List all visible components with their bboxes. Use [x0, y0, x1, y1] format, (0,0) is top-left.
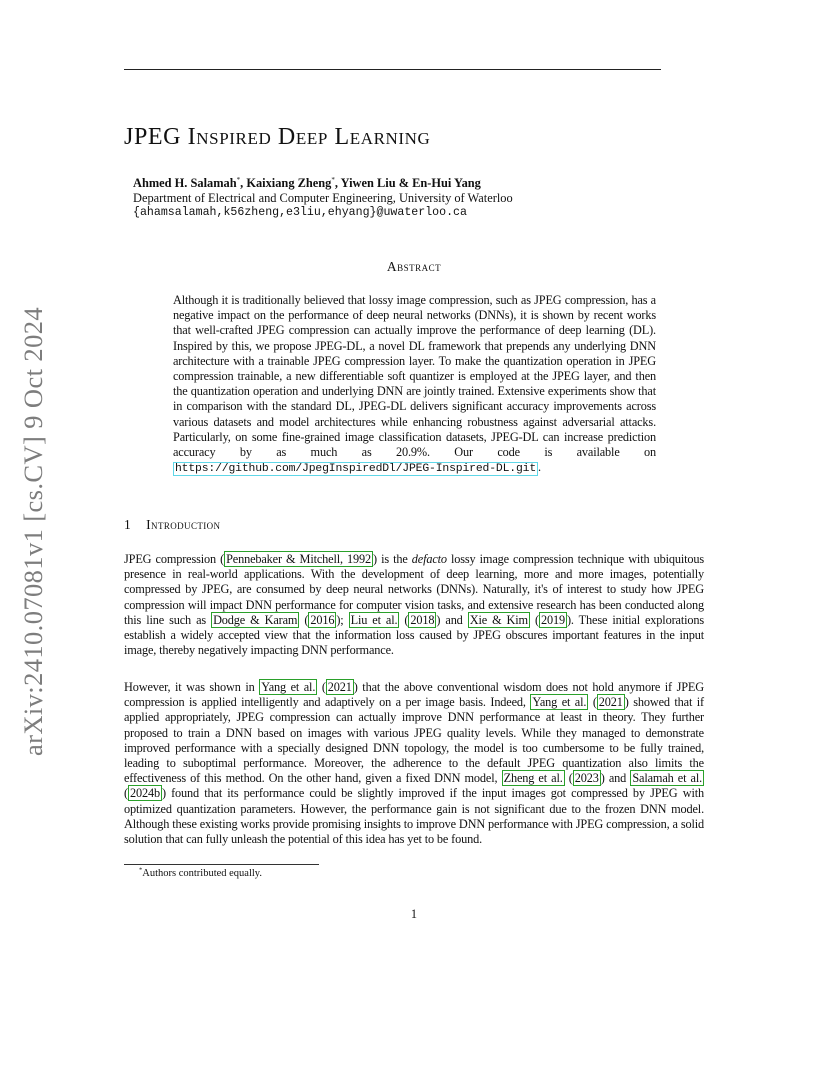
citation-link[interactable]: Pennebaker & Mitchell, 1992 [226, 552, 372, 566]
section-heading [124, 517, 220, 533]
page-number: 1 [410, 907, 418, 921]
citation-year-link[interactable]: 2018 [410, 612, 435, 627]
abstract-end: . [538, 460, 541, 475]
section-number: 1 [124, 517, 132, 532]
citation-link[interactable]: Liu et al. [350, 612, 398, 627]
text-run: ) and [600, 771, 631, 786]
text-run: ) and [436, 612, 468, 627]
text-run: ); [336, 612, 349, 627]
author-name: Ahmed H. Salamah [133, 176, 237, 190]
text-run: ( [564, 771, 573, 786]
text-run: JPEG compression ( [124, 552, 225, 566]
abstract-heading-text: Abstract [386, 259, 442, 274]
paper-title-text: JPEG Inspired Deep Learning [124, 124, 431, 150]
footnote [139, 868, 262, 879]
citation-year-link[interactable]: 2016 [310, 612, 335, 627]
equal-contribution-mark: * [331, 175, 335, 184]
citation-link[interactable]: Xie & Kim [469, 612, 528, 627]
equal-contribution-mark: * [236, 175, 241, 184]
footnote-mark: * [139, 866, 143, 874]
text-run: However, it was shown in [124, 680, 260, 694]
abstract-text: Although it is traditionally believed that lossy image compression, such as JPEG compression, has a negative impact on the performance of deep neural networks (DNNs), it is shown by recent works that well-crafted JPEG compression can actually improve the performance of deep learning (DL). Inspired by this, we propose JPEG-DL, a novel DL framework that prepends any underlying DNN architecture with a trainable JPEG compression layer. To make the quantization operation in JPEG compression trainable, a new differentiable soft quantizer is employed at the JPEG layer, and then the quantization operation and underlying DNN are jointly trained. Extensive experiments show that in comparison with the standard DL, JPEG-DL delivers significant accuracy improvements across various datasets and model architectures while enhancing robustness against adversarial attacks. Particularly, on some fine-grained image classification datasets, JPEG-DL can increase prediction accuracy by as much as 20.9%. Our code is available on [173, 293, 656, 460]
author-name: Kaixiang Zheng [246, 176, 332, 190]
intro-paragraph-2 [124, 680, 704, 847]
paper-title [124, 124, 430, 151]
top-rule [124, 69, 661, 70]
text-run: lossy image compression technique with ubiquitous presence in real-world applications. With the development of deep learning, more and more images, potentially compressed by JPEG, are consumed by deep neural networks (DNNs). Naturally, it's of interest to study how JPEG compression will impact DNN performance for computer vision tasks, and extensive research has been conducted along this line such as [124, 552, 704, 627]
arxiv-stamp [4, 296, 64, 766]
citation-link[interactable]: Salamah et al. [632, 771, 703, 786]
text-run: ) that the above conventional wisdom does not hold anymore if JPEG compression is applied intelligently and adaptively on a per image basis. Indeed, [124, 680, 704, 710]
intro-paragraph-1 [124, 552, 704, 658]
text-run: ( [299, 612, 309, 627]
text-run: ( [399, 612, 409, 627]
text-run: ). These initial explorations establish a widely accepted view that the information loss caused by JPEG obscures important features in the input image, thereby negatively impacting DNN performance. [124, 612, 704, 658]
citation-year-link[interactable]: 2021 [327, 680, 352, 694]
text-run: ( [588, 695, 597, 710]
footnote-rule [124, 864, 319, 865]
author-emails: {ahamsalamah,k56zheng,e3liu,ehyang}@uwaterloo.ca [133, 206, 467, 219]
citation-link[interactable]: Zheng et al. [503, 771, 563, 786]
citation-link[interactable]: Yang et al. [532, 695, 587, 710]
citation-year-link[interactable]: 2021 [598, 695, 623, 710]
citation-link[interactable]: Dodge & Karam [213, 612, 298, 627]
affiliation: Department of Electrical and Computer Engineering, University of Waterloo [133, 191, 513, 205]
author-name: Yiwen Liu & En-Hui Yang [340, 176, 481, 190]
abstract-body [173, 293, 656, 477]
text-run: ( [317, 680, 326, 694]
section-title: Introduction [146, 517, 221, 532]
text-run: ( [529, 612, 539, 627]
emphasis-text: defacto [411, 552, 447, 566]
code-repository-link[interactable]: https://github.com/JpegInspiredDl/JPEG-Inspired-DL.git [175, 463, 537, 476]
citation-year-link[interactable]: 2023 [574, 771, 599, 786]
author-list: Ahmed H. Salamah*, Kaixiang Zheng*, Yiwen Liu & En-Hui Yang [133, 175, 481, 190]
citation-year-link[interactable]: 2024b [129, 786, 160, 801]
text-run: ) is the [373, 552, 412, 566]
citation-year-link[interactable]: 2019 [540, 612, 565, 627]
text-run: ) found that its performance could be slightly improved if the input images got compressed by JPEG with optimized quantization parameters. However, the performance gain is not significant due to the frozen DNN model. Although these existing works provide promising insights to improve DNN performance with JPEG compression, a solid solution that can fully unleash the potential of this idea has yet to be found. [124, 786, 704, 847]
text-run: ) showed that if applied appropriately, JPEG compression can actually improve DNN performance at least in theory. They further proposed to train a DNN based on images with various JPEG quality levels. While they managed to demonstrate improved performance with a specially designed DNN topology, the model is too cumbersome to be fully trained, leading to suboptimal performance. Moreover, the adherence to the default JPEG quantization also limits the effectiveness of this method. On the other hand, given a fixed DNN model, [124, 695, 704, 786]
text-run: ( [124, 786, 128, 801]
abstract-heading [124, 259, 704, 275]
citation-link[interactable]: Yang et al. [261, 680, 316, 694]
arxiv-stamp-text: arXiv:2410.07081v1 [cs.CV] 9 Oct 2024 [18, 306, 49, 756]
footnote-text: Authors contributed equally. [142, 868, 263, 879]
